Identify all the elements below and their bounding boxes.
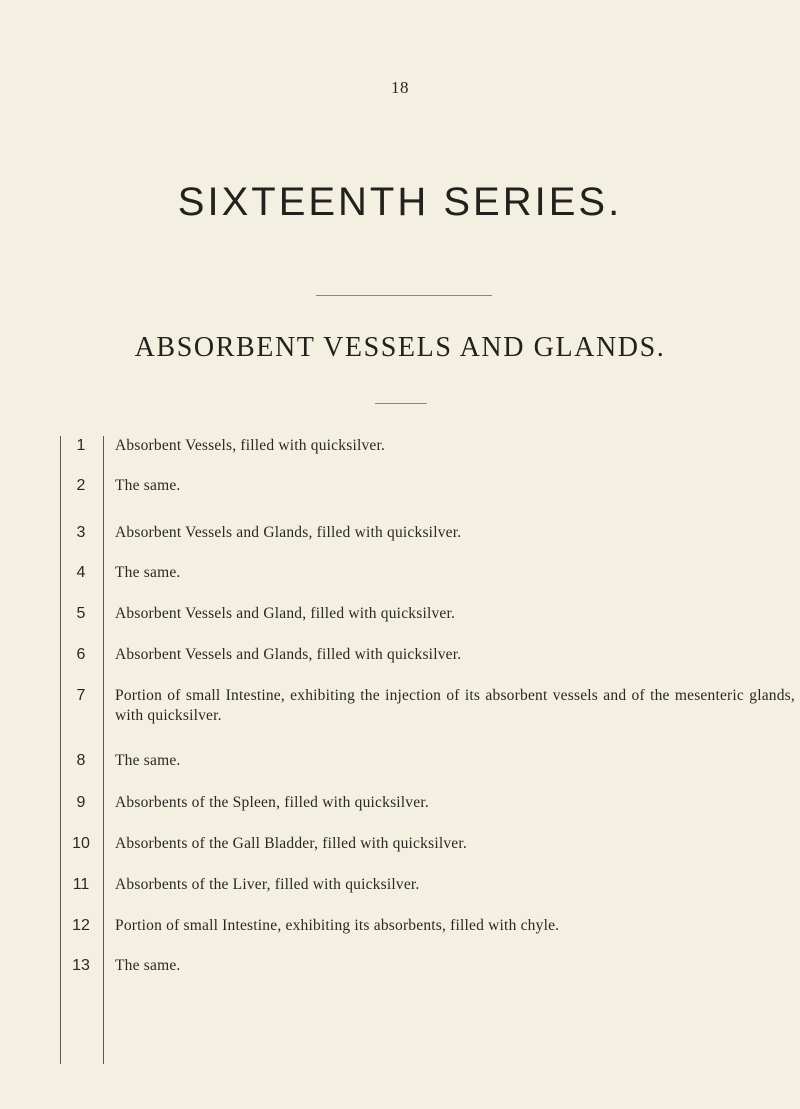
entry-number: 12: [72, 917, 90, 934]
entry-text: The same.: [115, 752, 181, 769]
entry-number: 7: [76, 687, 86, 704]
entry-number: 5: [76, 605, 86, 622]
section-divider: [375, 403, 427, 404]
entry-number: 13: [72, 957, 90, 974]
section-title: ABSORBENT VESSELS AND GLANDS.: [134, 332, 666, 363]
entry-text: Absorbents of the Gall Bladder, filled with quicksilver.: [115, 835, 467, 852]
entry-text: Absorbent Vessels, filled with quicksilver.: [115, 437, 386, 454]
entry-text: Absorbent Vessels and Glands, filled with quicksilver.: [115, 646, 462, 663]
entry-number: 8: [76, 752, 86, 769]
entry-text: Absorbent Vessels and Glands, filled with quicksilver.: [115, 524, 462, 541]
catalogue-list: [60, 436, 800, 1064]
page-number: 18: [391, 78, 409, 97]
entry-number: 2: [76, 477, 86, 494]
entry-text: Absorbents of the Liver, filled with quicksilver.: [115, 876, 420, 893]
entry-number: 10: [72, 835, 90, 852]
entry-number: 1: [76, 437, 86, 454]
entry-number: 4: [76, 564, 86, 581]
entry-number: 6: [76, 646, 86, 663]
entry-number: 3: [76, 524, 86, 541]
entry-number: 11: [72, 876, 90, 893]
entry-text: Absorbent Vessels and Gland, filled with quicksilver.: [115, 605, 456, 622]
entry-text: The same.: [115, 564, 181, 581]
entry-text: Portion of small Intestine, exhibiting its absorbents, filled with chyle.: [115, 917, 560, 934]
series-title: SIXTEENTH SERIES.: [177, 180, 623, 224]
entry-text: The same.: [115, 477, 181, 494]
title-divider: [316, 295, 492, 296]
entry-text: Absorbents of the Spleen, filled with quicksilver.: [115, 794, 429, 811]
entry-text: The same.: [115, 957, 181, 974]
entry-text: Portion of small Intestine, exhibiting the injection of its absorbent vessels and of the mesenteric glands, with quicksilver.: [115, 687, 795, 724]
entry-number: 9: [76, 794, 86, 811]
